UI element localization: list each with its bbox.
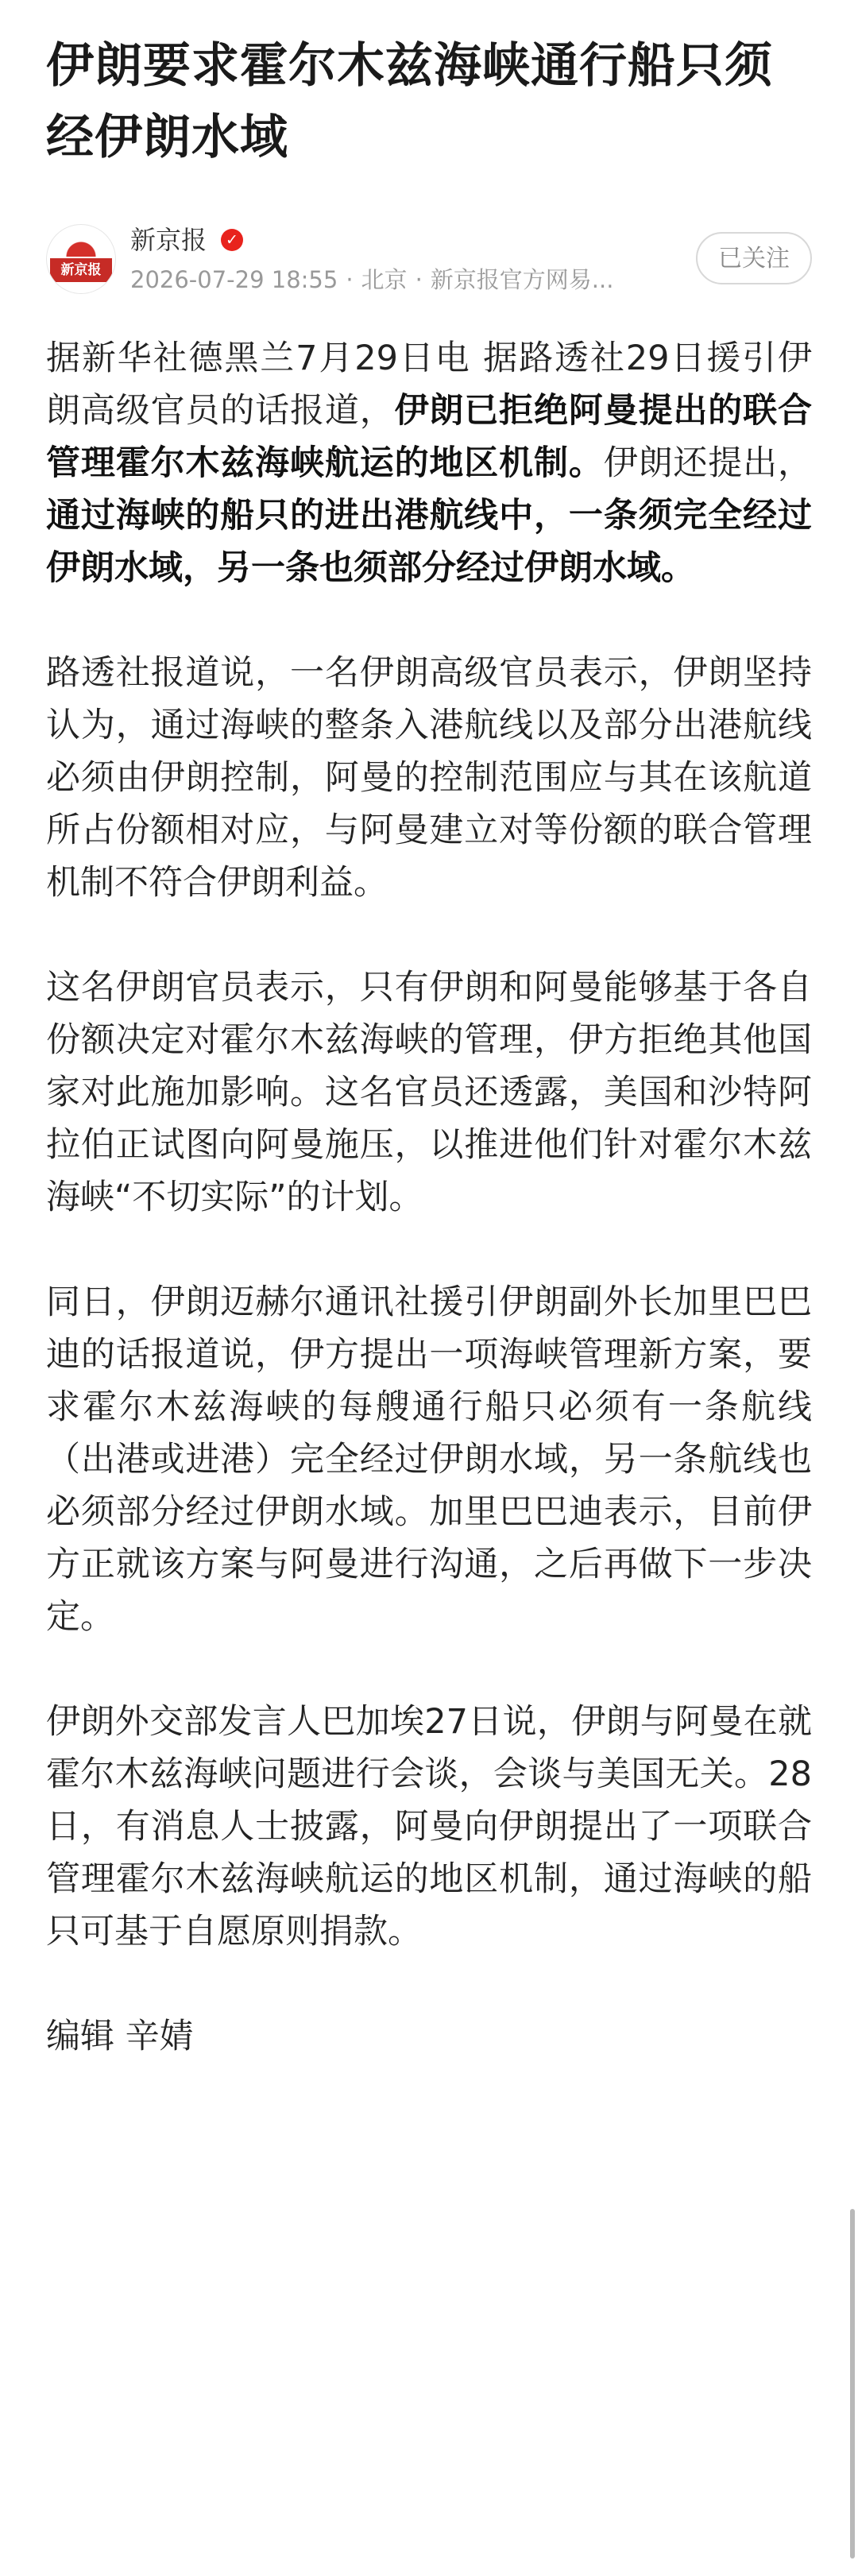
meta-separator: · (346, 266, 354, 293)
paragraph-3: 这名伊朗官员表示，只有伊朗和阿曼能够基于各自份额决定对霍尔木兹海峡的管理，伊方拒绝其他国家对此施加影响。这名官员还透露，美国和沙特阿拉伯正试图向阿曼施压，以推进他们针对霍尔木兹海峡“不切实际”的计划。 (46, 968, 812, 1217)
meta-separator: · (415, 266, 423, 293)
author-avatar[interactable] (46, 224, 116, 294)
paragraph-1-text-b: 伊朗还提出， (603, 443, 813, 483)
article-body (46, 332, 812, 2063)
editor-credit: 编辑 辛婧 (46, 2017, 194, 2056)
avatar-logo-text: 新京报 (50, 258, 112, 282)
paragraph-1-bold-b: 通过海峡的船只的进出港航线中，一条须完全经过伊朗水域，另一条也须部分经过伊朗水域。 (46, 496, 812, 588)
verified-badge-icon: ✓ (221, 229, 243, 251)
paragraph-2: 路透社报道说，一名伊朗高级官员表示，伊朗坚持认为，通过海峡的整条入港航线以及部分出港航线必须由伊朗控制，阿曼的控制范围应与其在该航道所占份额相对应，与阿曼建立对等份额的联合管理机制不符合伊朗利益。 (46, 653, 812, 903)
paragraph-1 (46, 332, 812, 594)
paragraph-4: 同日，伊朗迈赫尔通讯社援引伊朗副外长加里巴巴迪的话报道说，伊方提出一项海峡管理新方案，要求霍尔木兹海峡的每艘通行船只必须有一条航线（出港或进港）完全经过伊朗水域，另一条航线也必须部分经过伊朗水域。加里巴巴迪表示，目前伊方正就该方案与阿曼进行沟通，之后再做下一步决定。 (46, 1282, 812, 1637)
article-container (46, 0, 812, 2063)
publish-date: 2026-07-29 18:55 (130, 266, 338, 293)
article-title: 伊朗要求霍尔木兹海峡通行船只须经伊朗水域 (46, 38, 773, 165)
sun-logo-icon (47, 236, 115, 257)
author-name[interactable]: 新京报 (130, 225, 207, 255)
source-account: 新京报官方网易... (430, 266, 614, 293)
paragraph-1-bold-a: 伊朗已拒绝阿曼提出的联合管理霍尔木兹海峡航运的地区机制。 (46, 391, 813, 483)
paragraph-5: 伊朗外交部发言人巴加埃27日说，伊朗与阿曼在就霍尔木兹海峡问题进行会谈，会谈与美国无关。28日，有消息人士披露，阿曼向伊朗提出了一项联合管理霍尔木兹海峡航运的地区机制，通过海峡的船只可基于自愿原则捐款。 (46, 1702, 812, 1951)
paragraph-1-text-a: 据新华社德黑兰7月29日电 据路透社29日援引伊朗高级官员的话报道， (46, 338, 812, 431)
article-meta (130, 264, 613, 296)
follow-button[interactable]: 已关注 (696, 232, 812, 284)
scrollbar-thumb[interactable] (850, 2209, 855, 2559)
author-bar (46, 219, 812, 299)
publish-location: 北京 (361, 266, 408, 293)
